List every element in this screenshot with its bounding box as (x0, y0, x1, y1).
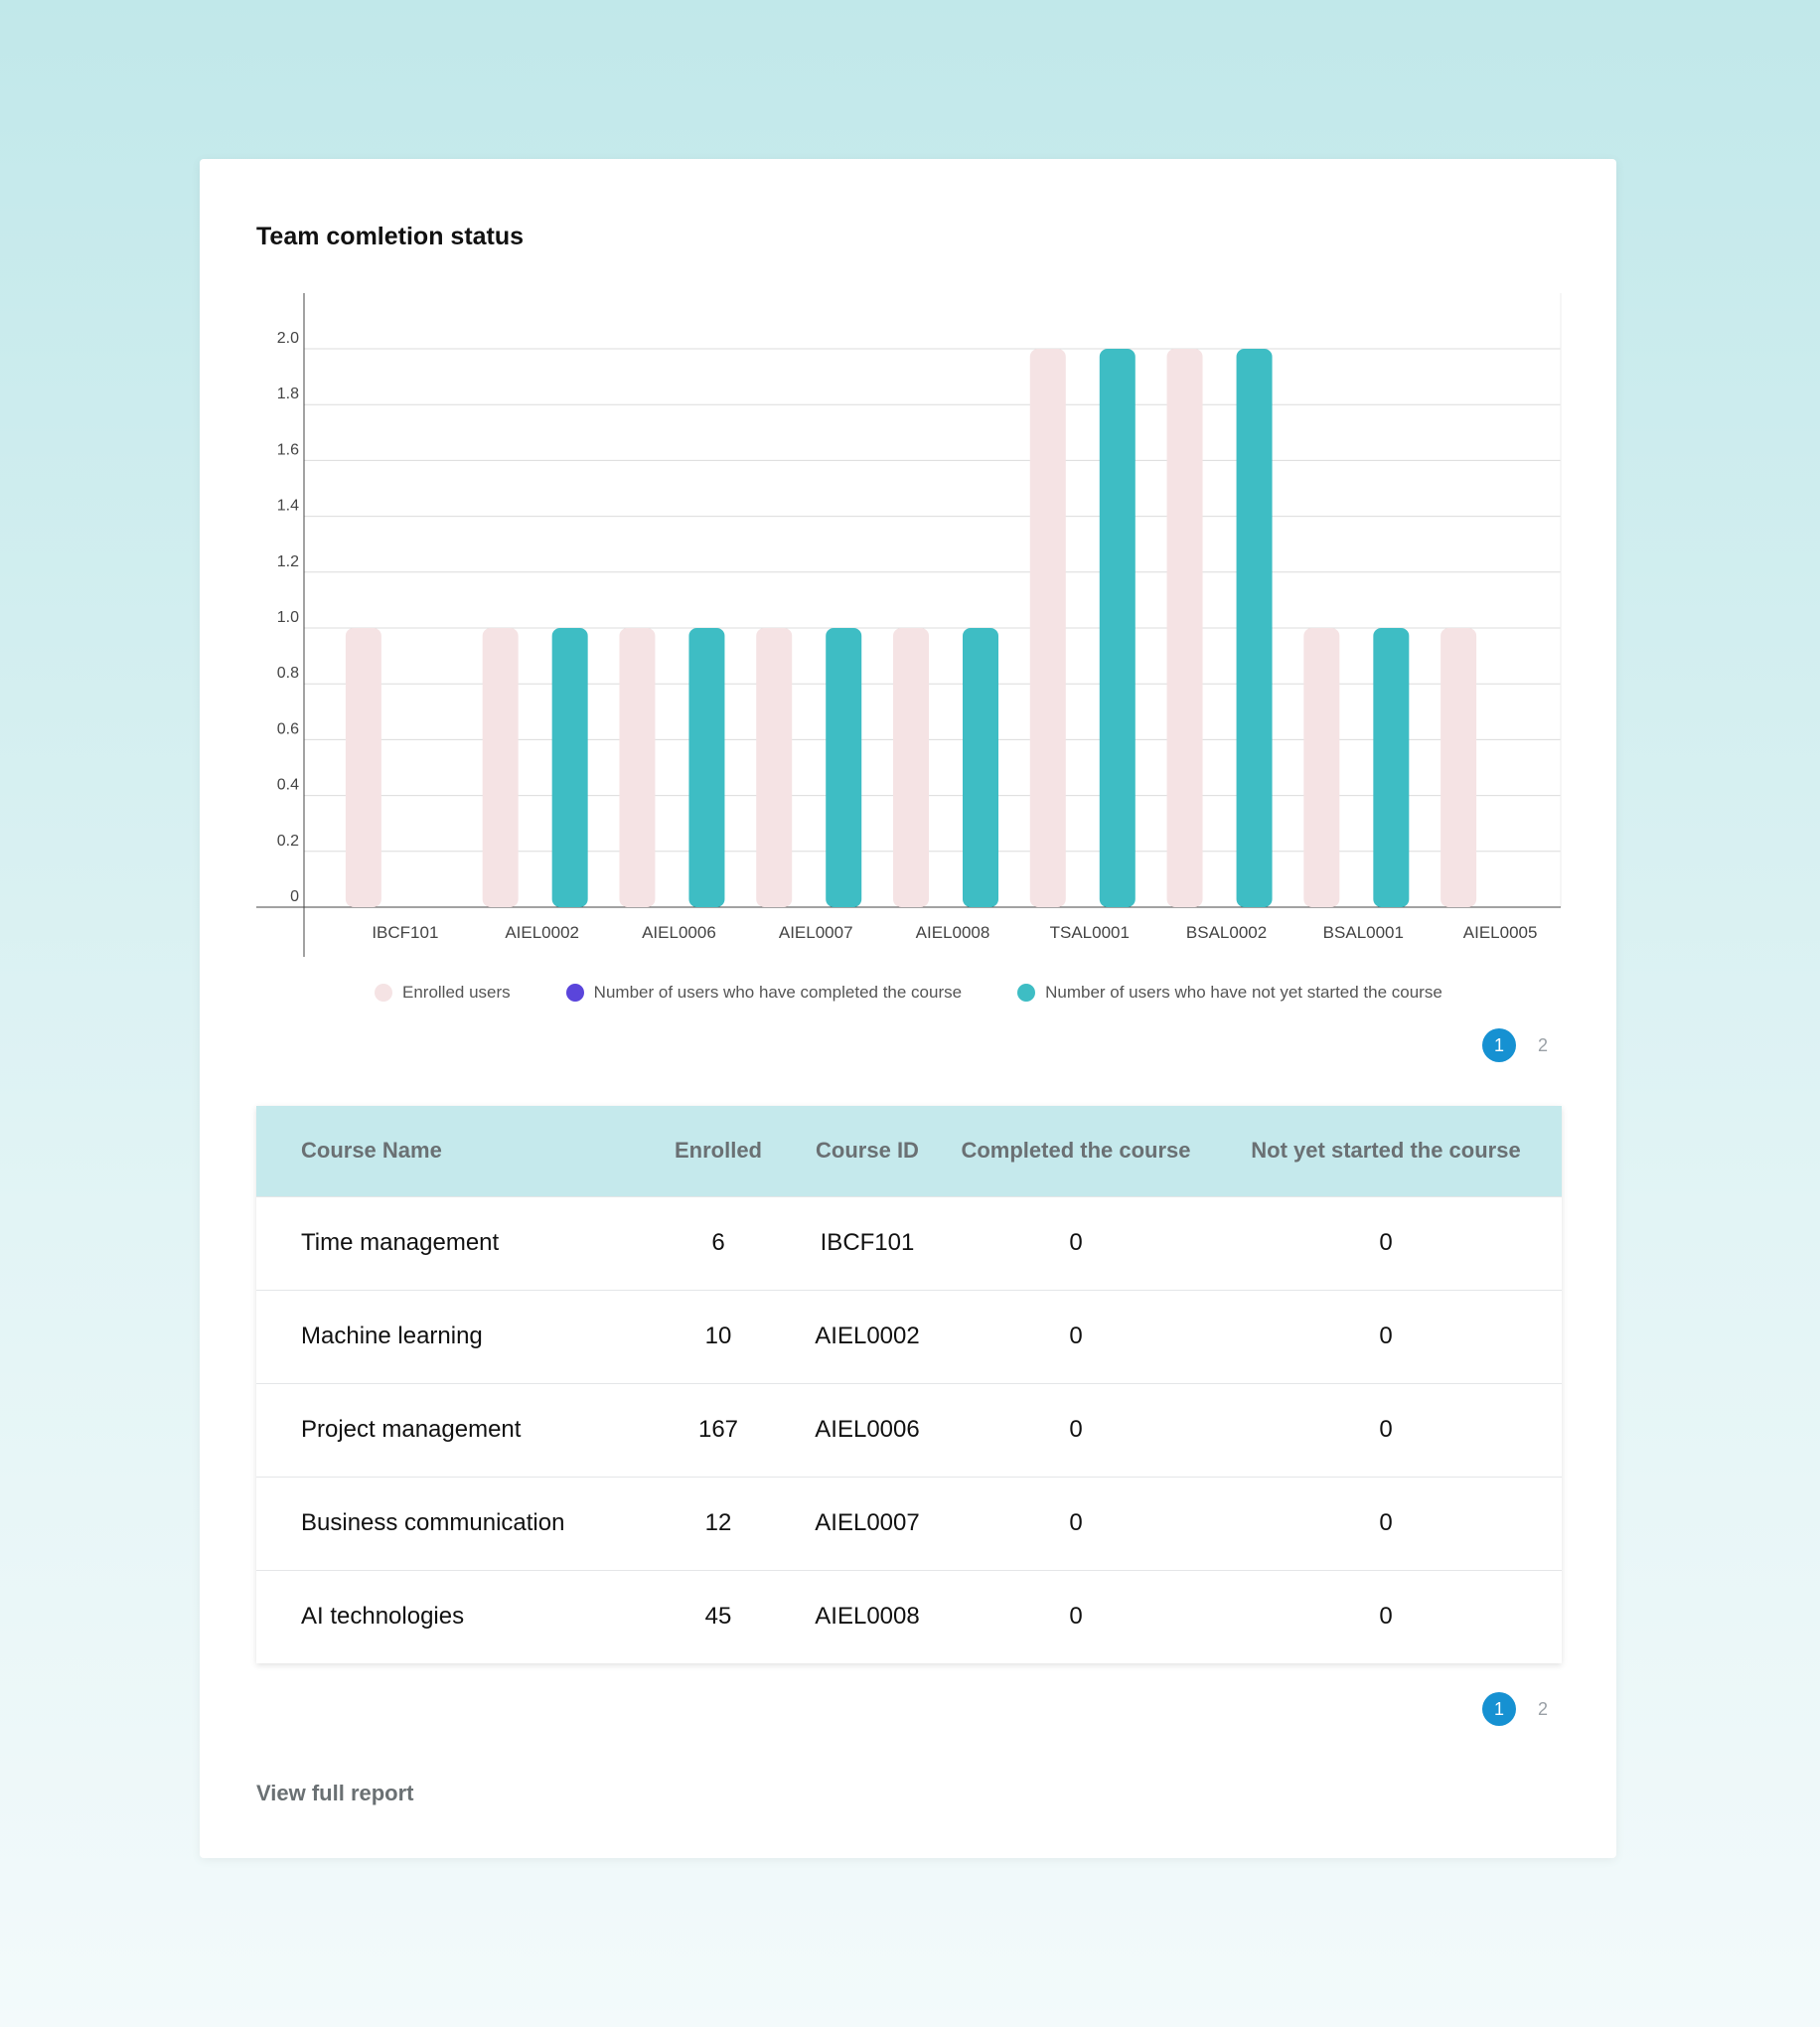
y-tick-label: 0.4 (276, 776, 299, 794)
legend-item-not-started[interactable] (1017, 983, 1442, 1003)
legend-item-enrolled[interactable] (375, 983, 511, 1003)
cell-enrolled: 10 (704, 1323, 732, 1349)
view-full-report-link[interactable]: View full report (256, 1781, 414, 1805)
table-row[interactable] (256, 1570, 1562, 1663)
cell-course-id: AIEL0007 (815, 1509, 920, 1536)
table-pagination (1472, 1692, 1560, 1726)
chart-legend (375, 978, 1498, 1008)
legend-label-completed: Number of users who have completed the course (593, 983, 963, 1002)
bar-enrolled-users (346, 628, 381, 907)
y-tick-label: 1.4 (276, 497, 299, 515)
bar-number-of-users-who-have-not-yet-started-the-course (1100, 349, 1136, 907)
legend-label-not-started: Number of users who have not yet started the course (1045, 983, 1442, 1002)
cell-completed: 0 (1069, 1416, 1083, 1443)
y-tick-label: 0.8 (276, 665, 299, 683)
cell-course-name: AI technologies (301, 1603, 465, 1631)
bar-enrolled-users (756, 628, 792, 907)
cell-not-started: 0 (1379, 1229, 1393, 1256)
bar-enrolled-users (893, 628, 929, 907)
cell-enrolled: 12 (704, 1509, 732, 1536)
cell-not-started: 0 (1379, 1509, 1393, 1536)
header-course-name[interactable]: Course Name (301, 1138, 442, 1164)
bar-enrolled-users (1167, 349, 1203, 907)
bar-chart (200, 159, 1616, 974)
cell-course-name: Machine learning (301, 1323, 483, 1349)
cell-not-started: 0 (1379, 1416, 1393, 1443)
cell-completed: 0 (1069, 1603, 1083, 1631)
bar-number-of-users-who-have-not-yet-started-the-course (1373, 628, 1409, 907)
cell-course-name: Time management (301, 1229, 500, 1256)
bar-enrolled-users (483, 628, 519, 907)
bar-enrolled-users (1030, 349, 1066, 907)
cell-course-id: AIEL0006 (815, 1416, 920, 1443)
y-tick-label: 0.2 (276, 832, 299, 850)
cell-course-name: Business communication (301, 1509, 565, 1536)
cell-completed: 0 (1069, 1509, 1083, 1536)
cell-course-id: AIEL0002 (815, 1323, 920, 1349)
legend-dot-enrolled (375, 984, 392, 1002)
cell-course-id: AIEL0008 (815, 1603, 920, 1631)
x-tick-label: BSAL0001 (1322, 923, 1404, 942)
courses-table (256, 1106, 1562, 1663)
bar-number-of-users-who-have-not-yet-started-the-course (826, 628, 861, 907)
table-row[interactable] (256, 1290, 1562, 1383)
header-not-started[interactable]: Not yet started the course (1251, 1138, 1521, 1164)
cell-course-name: Project management (301, 1416, 522, 1443)
bar-number-of-users-who-have-not-yet-started-the-course (1237, 349, 1273, 907)
card-title: Team comletion status (256, 223, 525, 250)
y-tick-label: 1.2 (276, 552, 299, 570)
cell-completed: 0 (1069, 1323, 1083, 1349)
bar-enrolled-users (1441, 628, 1476, 907)
y-tick-label: 1.6 (276, 441, 299, 459)
table-page-2-button[interactable]: 2 (1537, 1698, 1548, 1719)
header-completed[interactable]: Completed the course (961, 1138, 1191, 1164)
cell-enrolled: 167 (697, 1416, 739, 1443)
bar-number-of-users-who-have-not-yet-started-the-course (552, 628, 588, 907)
y-tick-label: 0.6 (276, 720, 299, 738)
chart-page-2-button[interactable]: 2 (1537, 1034, 1548, 1055)
chart-pagination (1472, 1028, 1560, 1062)
bar-enrolled-users (1303, 628, 1339, 907)
cell-not-started: 0 (1379, 1603, 1393, 1631)
y-tick-label: 2.0 (276, 330, 299, 347)
cell-completed: 0 (1069, 1229, 1083, 1256)
x-tick-label: AIEL0002 (505, 923, 580, 942)
legend-item-completed[interactable] (566, 983, 962, 1003)
y-tick-label: 1.8 (276, 386, 299, 403)
table-row[interactable] (256, 1196, 1562, 1290)
table-row[interactable] (256, 1477, 1562, 1570)
y-tick-label: 1.0 (276, 609, 299, 626)
legend-dot-completed (566, 984, 584, 1002)
x-tick-label: BSAL0002 (1185, 923, 1268, 942)
bar-number-of-users-who-have-not-yet-started-the-course (688, 628, 724, 907)
x-tick-label: AIEL0008 (915, 923, 990, 942)
legend-dot-not-started (1017, 984, 1035, 1002)
completion-card (200, 159, 1616, 1858)
x-tick-label: TSAL0001 (1049, 923, 1130, 942)
bar-enrolled-users (619, 628, 655, 907)
cell-course-id: IBCF101 (820, 1229, 915, 1256)
x-tick-label: AIEL0007 (778, 923, 853, 942)
x-tick-label: AIEL0006 (642, 923, 716, 942)
header-course-id[interactable]: Course ID (816, 1138, 919, 1164)
y-tick-label: 0 (290, 888, 299, 905)
cell-enrolled: 45 (704, 1603, 732, 1631)
table-page-1-button[interactable]: 1 (1482, 1692, 1516, 1726)
x-tick-label: IBCF101 (372, 923, 439, 942)
table-header-row (256, 1106, 1562, 1196)
cell-not-started: 0 (1379, 1323, 1393, 1349)
bar-number-of-users-who-have-not-yet-started-the-course (963, 628, 998, 907)
legend-label-enrolled: Enrolled users (402, 983, 511, 1002)
cell-enrolled: 6 (711, 1229, 725, 1256)
header-enrolled[interactable]: Enrolled (674, 1138, 762, 1164)
table-row[interactable] (256, 1383, 1562, 1477)
chart-page-1-button[interactable]: 1 (1482, 1028, 1516, 1062)
x-tick-label: AIEL0005 (1462, 923, 1538, 942)
